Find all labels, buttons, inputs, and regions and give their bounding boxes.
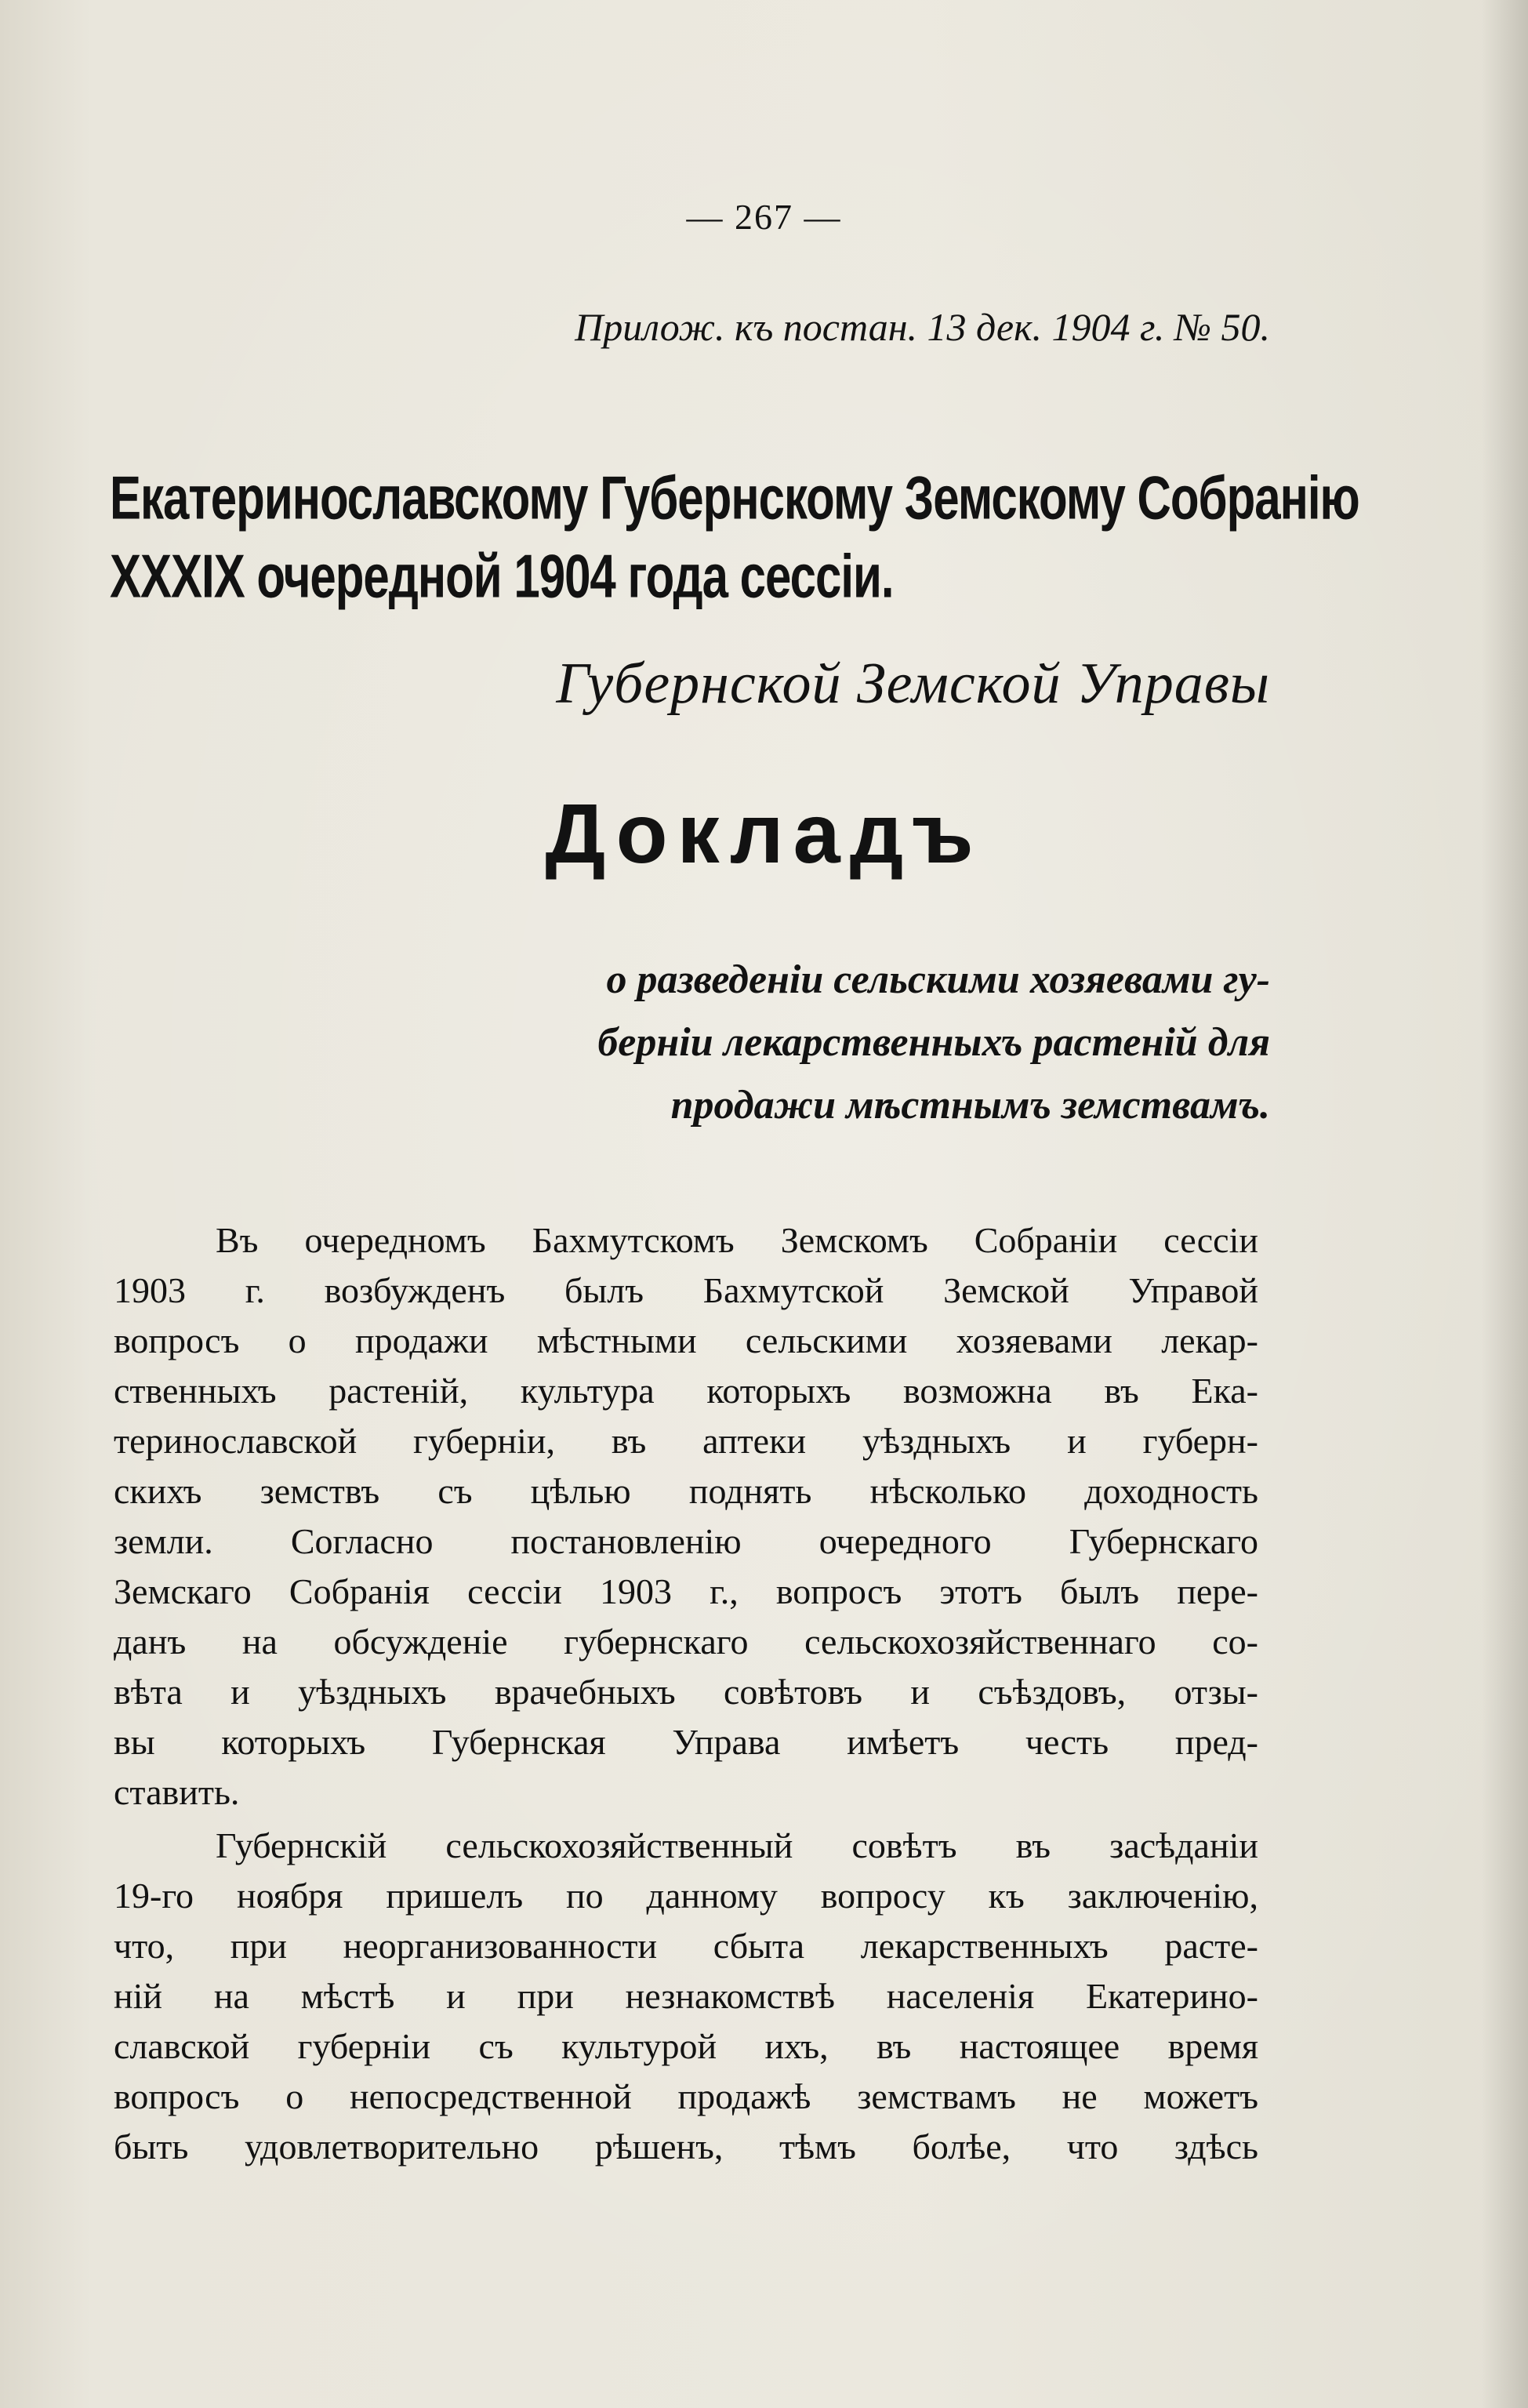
text-line: ній на мѣстѣ и при незнакомствѣ населенія Екатерино-	[114, 1976, 1258, 2016]
text-line: 1903 г. возбужденъ былъ Бахмутской Земской Управой	[114, 1270, 1258, 1310]
text-line: ставить.	[114, 1772, 240, 1812]
text-line: Земскаго Собранія сессіи 1903 г., вопросъ этотъ былъ пере-	[114, 1571, 1258, 1611]
report-subject	[486, 949, 1270, 1137]
report-title: Докладъ	[545, 786, 983, 881]
text-line: вы которыхъ Губернская Управа имѣетъ честь пред-	[114, 1722, 1258, 1762]
text-line: ственныхъ растеній, культура которыхъ возможна въ Ека-	[114, 1371, 1258, 1411]
subject-line: берніи лекарственныхъ растеній для	[597, 1020, 1270, 1065]
text-line: вопросъ о продажи мѣстными сельскими хозяевами лекар-	[114, 1320, 1258, 1360]
text-line: что, при неорганизованности сбыта лекарственныхъ расте-	[114, 1926, 1258, 1966]
heading-session: XXXIX очередной 1904 года сессіи.	[110, 542, 894, 611]
page-number: — 267 —	[686, 197, 842, 237]
text-line: данъ на обсужденіе губернскаго сельскохозяйственнаго со-	[114, 1622, 1258, 1662]
annex-note: Прилож. къ постан. 13 дек. 1904 г. № 50.	[575, 305, 1270, 349]
text-line: быть удовлетворительно рѣшенъ, тѣмъ болѣе, что здѣсь	[114, 2127, 1258, 2166]
text-line: Губернскій сельскохозяйственный совѣтъ въ засѣданіи	[216, 1825, 1258, 1865]
text-line: теринославской губерніи, въ аптеки уѣздныхъ и губерн-	[114, 1421, 1258, 1461]
paragraph-2	[114, 1821, 1258, 2172]
subject-line: о разведеніи сельскими хозяевами гу-	[606, 957, 1270, 1002]
text-line: славской губерніи съ культурой ихъ, въ настоящее время	[114, 2026, 1258, 2066]
text-line: скихъ земствъ съ цѣлью поднять нѣсколько доходность	[114, 1471, 1258, 1511]
text-line: вопросъ о непосредственной продажѣ земствамъ не можетъ	[114, 2076, 1258, 2116]
binding-shadow	[1482, 0, 1528, 2408]
paragraph-1	[114, 1215, 1258, 1818]
text-line: вѣта и уѣздныхъ врачебныхъ совѣтовъ и съѣздовъ, отзы-	[114, 1672, 1258, 1712]
heading-addressee: Екатеринославскому Губернскому Земскому Собранію	[110, 463, 1359, 532]
text-line: 19-го ноября пришелъ по данному вопросу къ заключенію,	[114, 1876, 1258, 1916]
board-name: Губернской Земской Управы	[556, 652, 1270, 716]
subject-line: продажи мѣстнымъ земствамъ.	[670, 1083, 1270, 1128]
text-line: земли. Согласно постановленію очередного Губернскаго	[114, 1521, 1258, 1561]
text-line: Въ очередномъ Бахмутскомъ Земскомъ Собраніи сессіи	[216, 1220, 1258, 1260]
